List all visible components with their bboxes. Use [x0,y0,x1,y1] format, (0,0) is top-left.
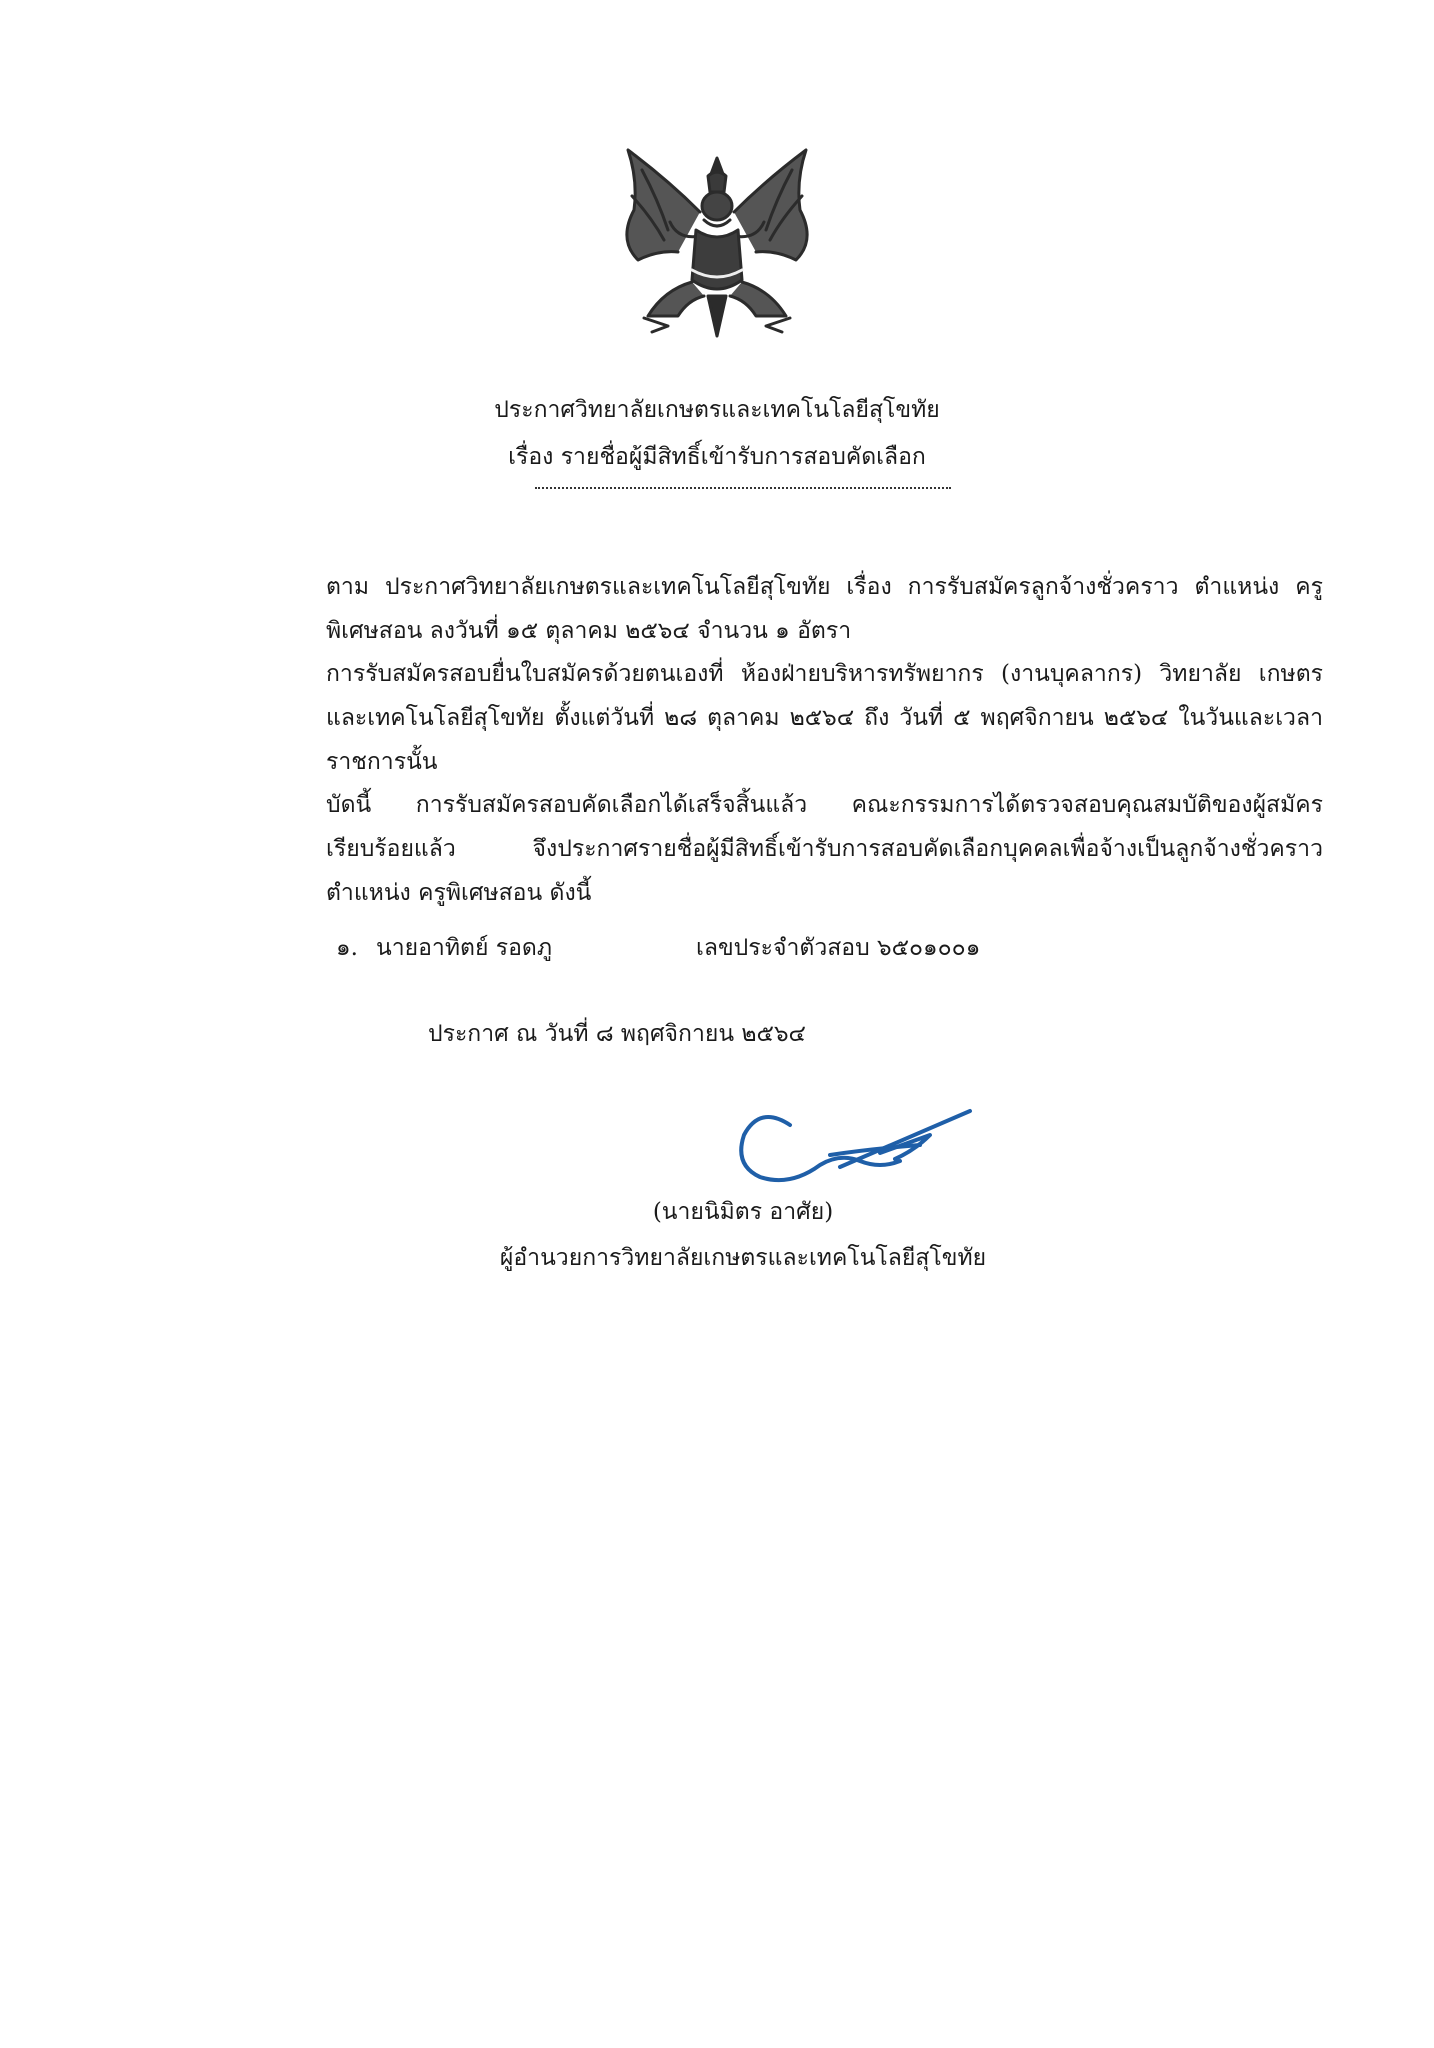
candidate-exam-number: เลขประจำตัวสอบ ๖๕๐๑๐๐๑ [696,935,981,961]
announcement-title: ประกาศวิทยาลัยเกษตรและเทคโนโลยีสุโขทัย [494,397,940,423]
paragraph-reference [326,565,1323,653]
candidate-index: ๑. [336,935,358,961]
signer-name: (นายนิมิตร อาศัย) [652,1199,834,1225]
signer-position: ผู้อำนวยการวิทยาลัยเกษตรและเทคโนโลยีสุโขทัย [499,1245,987,1271]
announcement-subject: เรื่อง รายชื่อผู้มีสิทธิ์เข้ารับการสอบคัดเลือก [508,444,926,470]
paragraph-result-text: บัดนี้ การรับสมัครสอบคัดเลือกได้เสร็จสิ้นแล้ว คณะกรรมการได้ตรวจสอบคุณสมบัติของผู้สมัคร เรียบร้อยแล้ว จึงประกาศรายชื่อผู้มีสิทธิ์เข้ารับการสอบคัดเลือกบุคคลเพื่อจ้างเป็นลูกจ้างชั่วคราว ตำแหน่ง ครูพิเศษสอน ดังนี้ [326,792,1323,906]
paragraph-reference-text: ตาม ประกาศวิทยาลัยเกษตรและเทคโนโลยีสุโขทัย เรื่อง การรับสมัครลูกจ้างชั่วคราว ตำแหน่ง ครูพิเศษสอน ลงวันที่ ๑๕ ตุลาคม ๒๕๖๔ จำนวน ๑ อัตรา [326,574,1323,644]
paragraph-result [326,783,1323,915]
garuda-emblem-icon [608,140,826,340]
paragraph-application [326,652,1323,784]
announcement-date: ประกาศ ณ วันที่ ๘ พฤศจิกายน ๒๕๖๔ [428,1021,806,1047]
candidate-name: นายอาทิตย์ รอดภู [376,935,552,961]
signature-icon [730,1095,990,1205]
paragraph-application-text: การรับสมัครสอบยื่นใบสมัครด้วยตนเองที่ ห้องฝ่ายบริหารทรัพยากร (งานบุคลากร) วิทยาลัย เกษตรและเทคโนโลยีสุโขทัย ตั้งแต่วันที่ ๒๘ ตุลาคม ๒๕๖๔ ถึง วันที่ ๕ พฤศจิกายน ๒๕๖๔ ในวันและเวลา ราชการนั้น [326,661,1323,775]
heading-divider [535,487,951,489]
